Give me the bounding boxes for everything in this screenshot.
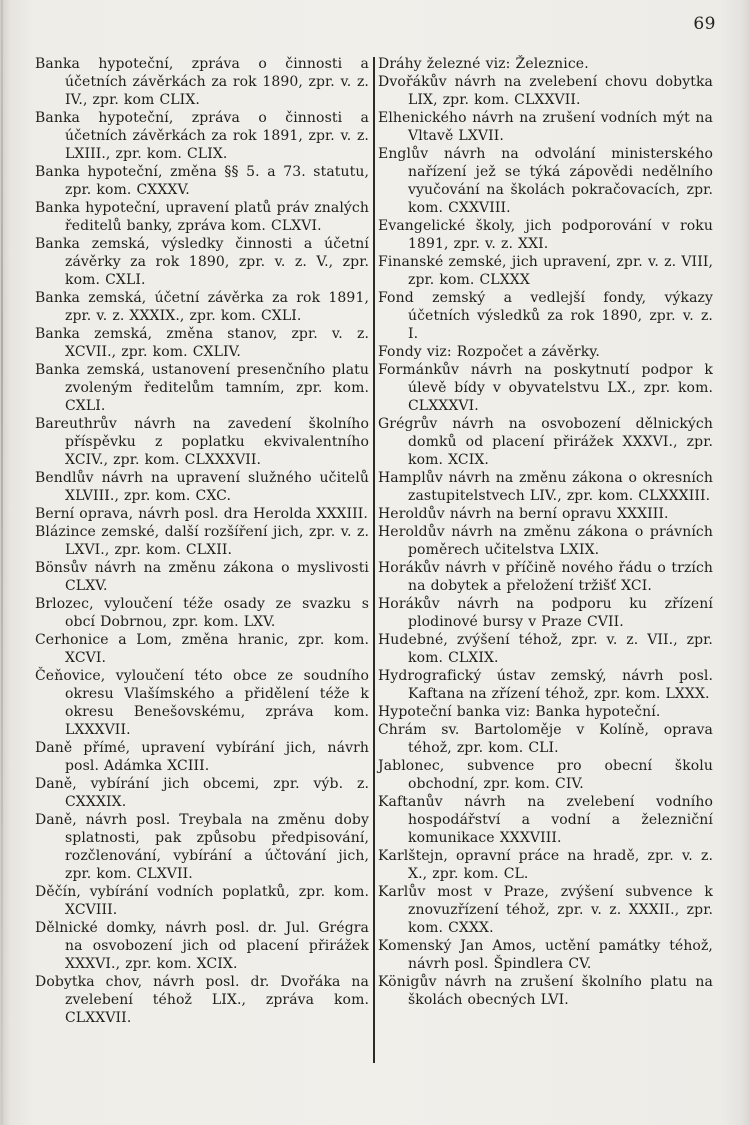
page-number: 69 <box>693 14 716 34</box>
index-entry: Čeňovice, vyloučení této obce ze soudního okresu Vlašímského a přidělení téže k okresu Benešovskému, zpráva kom. LXXXVII. <box>35 668 369 738</box>
index-entry: Dělnické domky, návrh posl. dr. Jul. Grégra na osvobození jich od placení přirážek XXXVI., zpr. kom. XCIX. <box>35 920 369 972</box>
index-entry: Bareuthrův návrh na zavedení školního příspěvku z poplatku ekvivalentního XCIV., zpr. kom. CLXXXVII. <box>35 416 369 468</box>
index-entry: Komenský Jan Amos, uctění památky téhož, návrh posl. Špindlera CV. <box>378 938 713 972</box>
index-entry: Elhenického návrh na zrušení vodních mýt na Vltavě LXVII. <box>378 110 713 144</box>
index-entry: Formánkův návrh na poskytnutí podpor k úlevě bídy v obyvatelstvu LX., zpr. kom. CLXXXVI. <box>378 362 713 414</box>
index-entry: Banka hypoteční, zpráva o činnosti a účetních závěrkách za rok 1890, zpr. v. z. IV., zpr. kom CLIX. <box>35 56 369 108</box>
index-entry: Daně, návrh posl. Treybala na změnu doby splatnosti, pak způsobu předpisování, rozčlenování, vybírání a účtování jich, zpr. kom. CLXVII. <box>35 812 369 882</box>
index-entry: Banka hypoteční, změna §§ 5. a 73. statutu, zpr. kom. CXXXV. <box>35 164 369 198</box>
index-entry: Hamplův návrh na změnu zákona o okresních zastupitelstvech LIV., zpr. kom. CLXXXIII. <box>378 470 713 504</box>
index-entry: Fond zemský a vedlejší fondy, výkazy účetních výsledků za rok 1890, zpr. v. z. I. <box>378 290 713 342</box>
index-entry: Banka zemská, změna stanov, zpr. v. z. XCVII., zpr. kom. CXLIV. <box>35 326 369 360</box>
index-entry: Bendlův návrh na upravení služného učitelů XLVIII., zpr. kom. CXC. <box>35 470 369 504</box>
index-entry: Chrám sv. Bartoloměje v Kolíně, oprava téhož, zpr. kom. CLI. <box>378 722 713 756</box>
scan-edge-shadow <box>1 0 3 1125</box>
index-entry: Karlův most v Praze, zvýšení subvence k znovuzřízení téhož, zpr. v. z. XXXII., zpr. kom. CXXX. <box>378 884 713 936</box>
index-columns <box>35 55 719 1063</box>
column-divider-rule <box>373 57 375 1063</box>
index-entry: Finanské zemské, jich upravení, zpr. v. z. VIII, zpr. kom. CLXXX <box>378 254 713 288</box>
index-entry: Horákův návrh v příčině nového řádu o trzích na dobytek a přeložení tržišť XCI. <box>378 560 713 594</box>
index-entry: Daně přímé, upravení vybírání jich, návrh posl. Adámka XCIII. <box>35 740 369 774</box>
index-entry: Cerhonice a Lom, změna hranic, zpr. kom. XCVI. <box>35 632 369 666</box>
index-entry: Grégrův návrh na osvobození dělnických domků od placení přirážek XXXVI., zpr. kom. XCIX. <box>378 416 713 468</box>
index-entry: Banka hypoteční, zpráva o činnosti a účetních závěrkách za rok 1891, zpr. v. z. LXIII., zpr. kom. CLIX. <box>35 110 369 162</box>
index-entry: Hydrografický ústav zemský, návrh posl. Kaftana na zřízení téhož, zpr. kom. LXXX. <box>378 668 713 702</box>
index-entry: Kaftanův návrh na zvelebení vodního hospodářství a vodní a železniční komunikace XXXVIII. <box>378 794 713 846</box>
index-entry: Karlštejn, opravní práce na hradě, zpr. v. z. X., zpr. kom. CL. <box>378 848 713 882</box>
index-entry: Fondy viz: Rozpočet a závěrky. <box>378 344 600 360</box>
index-entry: Banka hypoteční, upravení platů práv znalých ředitelů banky, zpráva kom. CLXVI. <box>35 200 369 234</box>
index-entry: Heroldův návrh na změnu zákona o právních poměrech učitelstva LXIX. <box>378 524 713 558</box>
index-entry: Brlozec, vyloučení téže osady ze svazku s obcí Dobrnou, zpr. kom. LXV. <box>35 596 369 630</box>
index-entry: Děčín, vybírání vodních poplatků, zpr. kom. XCVIII. <box>35 884 369 918</box>
index-entry: Hypoteční banka viz: Banka hypoteční. <box>378 704 661 720</box>
index-entry: Horákův návrh na podporu ku zřízení plodinové bursy v Praze CVII. <box>378 596 713 630</box>
index-entry: Dobytka chov, návrh posl. dr. Dvořáka na zvelebení téhož LIX., zpráva kom. CLXXVII. <box>35 974 369 1026</box>
index-column-left <box>35 55 369 1027</box>
index-entry: Berní oprava, návrh posl. dra Herolda XXXIII. <box>35 506 368 522</box>
index-entry: Banka zemská, výsledky činnosti a účetní závěrky za rok 1890, zpr. v. z. V., zpr. kom. CXLI. <box>35 236 369 288</box>
index-entry: Bönsův návrh na změnu zákona o myslivosti CLXV. <box>35 560 369 594</box>
index-entry: Königův návrh na zrušení školního platu na školách obecných LVI. <box>378 974 713 1008</box>
index-entry: Blázince zemské, další rozšíření jich, zpr. v. z. LXVI., zpr. kom. CLXII. <box>35 524 369 558</box>
index-entry: Hudebné, zvýšení téhož, zpr. v. z. VII., zpr. kom. CLXIX. <box>378 632 713 666</box>
index-column-right <box>378 55 713 1009</box>
index-entry: Heroldův návrh na berní opravu XXXIII. <box>378 506 669 522</box>
index-entry: Banka zemská, účetní závěrka za rok 1891, zpr. v. z. XXXIX., zpr. kom. CXLI. <box>35 290 369 324</box>
index-entry: Dráhy železné viz: Železnice. <box>378 56 589 72</box>
index-entry: Englův návrh na odvolání ministerského nařízení jež se týká zápovědi nedělního vyučování na školách pokračovacích, zpr. kom. CXXVIII. <box>378 146 713 216</box>
index-entry: Evangelické školy, jich podporování v roku 1891, zpr. v. z. XXI. <box>378 218 713 252</box>
index-entry: Banka zemská, ustanovení presenčního platu zvoleným ředitelům tamním, zpr. kom. CXLI. <box>35 362 369 414</box>
index-entry: Dvořákův návrh na zvelebení chovu dobytka LIX, zpr. kom. CLXXVII. <box>378 74 713 108</box>
index-entry: Daně, vybírání jich obcemi, zpr. výb. z. CXXXIX. <box>35 776 369 810</box>
index-entry: Jablonec, subvence pro obecní školu obchodní, zpr. kom. CIV. <box>378 758 713 792</box>
